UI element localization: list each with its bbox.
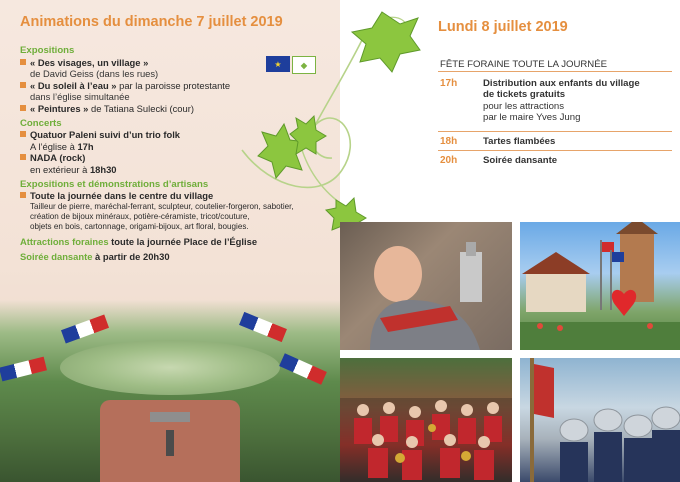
- forains-line: [20, 236, 338, 248]
- schedule-time: 17h: [440, 78, 458, 89]
- schedule-title: Soirée dansante: [483, 155, 558, 166]
- schedule-detail: pour les attractions: [483, 100, 565, 112]
- square-bullet-icon: [20, 105, 26, 111]
- item-time: 17h: [77, 140, 94, 152]
- soiree-line: [20, 251, 338, 263]
- item-text: par la paroisse protestante: [116, 79, 231, 91]
- schedule-title: Tartes flambées: [483, 136, 556, 147]
- photo-village-square: [520, 222, 680, 350]
- photo-firefighters: [520, 358, 680, 482]
- soiree-text: à partir de 20h30: [92, 251, 170, 263]
- square-bullet-icon: [20, 59, 26, 65]
- schedule-title: Distribution aux enfants du village: [483, 78, 640, 89]
- schedule-entry: [483, 136, 673, 147]
- forains-label: Attractions foraines: [20, 235, 109, 247]
- divider: [438, 150, 672, 151]
- vine-leaves-icon: [232, 0, 422, 232]
- leader-logo-icon: ◆: [292, 56, 316, 74]
- flag-bunting: [0, 357, 47, 382]
- mayor-figure: [340, 222, 512, 350]
- fete-foraine-text: FÊTE FORAINE TOUTE LA JOURNÉE: [440, 59, 608, 70]
- crafts-line: Tailleur de pierre, maréchal-ferrant, sculpteur, coutelier-forgeron, sabotier,: [30, 201, 294, 211]
- section-heading-concerts: Concerts: [20, 117, 62, 129]
- schedule-detail: par le maire Yves Jung: [483, 112, 581, 124]
- section-heading-expositions: Expositions: [20, 45, 75, 56]
- item-text: A l’église à: [30, 140, 78, 152]
- divider: [438, 71, 672, 72]
- photo-brass-band: [340, 358, 512, 482]
- section-heading-artisans: Expositions et démonstrations d’artisans: [20, 178, 209, 190]
- forains-text: toute la journée Place de l’Église: [108, 235, 258, 247]
- square-bullet-icon: [20, 82, 26, 88]
- item-text: de Tatiana Sulecki (cour): [88, 102, 194, 114]
- item-text: en extérieur à: [30, 163, 90, 175]
- firefighter-parade: [520, 358, 680, 482]
- eu-flag-icon: ★: [266, 56, 290, 72]
- right-title: Lundi 8 juillet 2019: [438, 19, 568, 35]
- item-title: « Peintures »: [30, 102, 89, 114]
- item-title: Toute la journée dans le centre du village: [30, 190, 214, 202]
- item-subtext: de David Geiss (dans les rues): [30, 68, 159, 80]
- item-time: 18h30: [89, 163, 117, 175]
- square-bullet-icon: [20, 131, 26, 137]
- square-bullet-icon: [20, 154, 26, 160]
- schedule-entry: [483, 78, 673, 124]
- crafts-line: création de bijoux minéraux, potière-céramiste, tricot/couture,: [30, 211, 250, 221]
- item-title: Quatuor Paleni suivi d’un trio folk: [30, 129, 181, 141]
- leaf-garland: [60, 340, 280, 395]
- schedule-time: 20h: [440, 155, 458, 166]
- fountain-plate: [150, 412, 190, 422]
- flag-bunting: [239, 312, 287, 342]
- divider: [438, 131, 672, 132]
- square-bullet-icon: [20, 192, 26, 198]
- item-title: NADA (rock): [30, 152, 86, 164]
- item-title: « Des visages, un village »: [30, 56, 149, 68]
- fountain-spout: [166, 430, 174, 456]
- schedule-time: 18h: [440, 136, 458, 147]
- photo-mayor: [340, 222, 512, 350]
- flag-bunting: [279, 353, 327, 384]
- village-scene: [520, 222, 680, 350]
- band-members: [340, 358, 512, 482]
- left-title: Animations du dimanche 7 juillet 2019: [20, 14, 283, 30]
- fountain-photo: [0, 300, 340, 482]
- schedule-entry: [483, 155, 673, 166]
- soiree-label: Soirée dansante: [20, 251, 93, 263]
- item-subtext: dans l’église simultanée: [30, 91, 130, 103]
- flag-bunting: [61, 315, 109, 344]
- crafts-line: objets en bois, cartonnage, origami-bijoux, art floral, bougies.: [30, 221, 249, 231]
- schedule-title: de tickets gratuits: [483, 89, 566, 101]
- item-title: « Du soleil à l’eau »: [30, 79, 117, 91]
